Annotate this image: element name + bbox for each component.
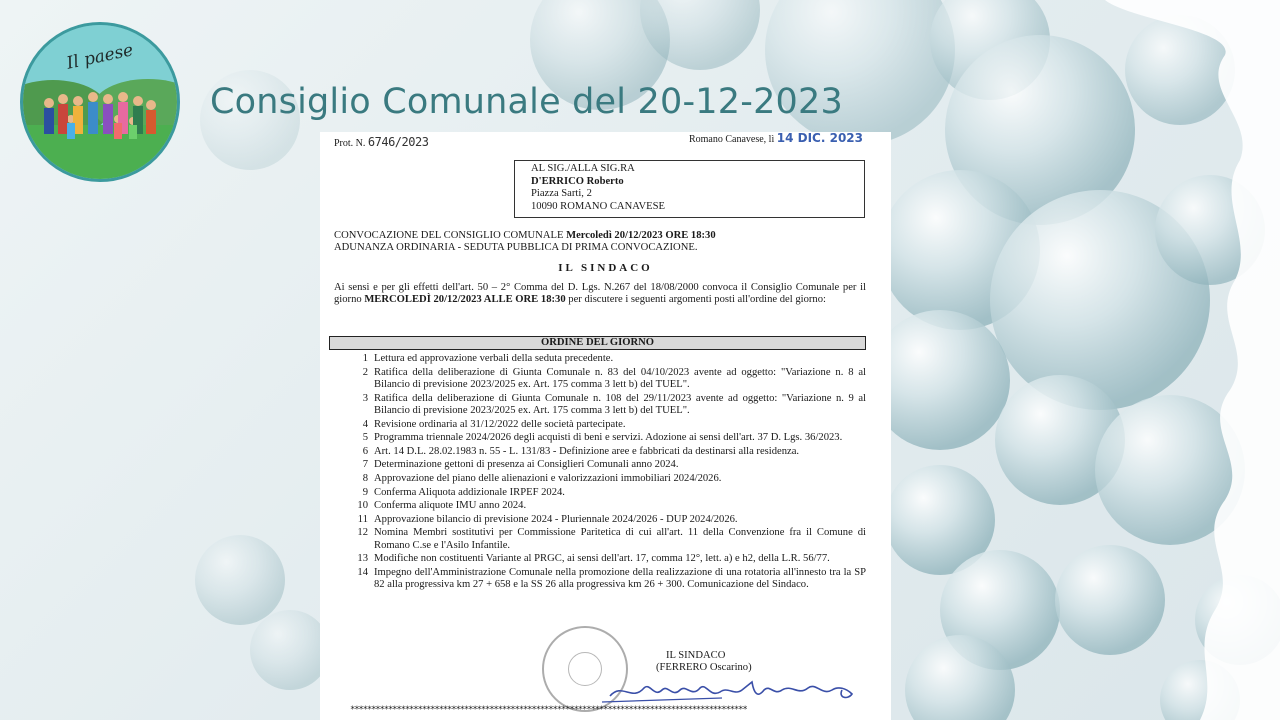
agenda-item-number: 8 <box>362 472 368 484</box>
date-stamp: 14 DIC. 2023 <box>776 132 863 145</box>
handwritten-signature-icon <box>602 672 862 706</box>
agenda-item-text: Approvazione del piano delle alienazioni e valorizzazioni immobiliari 2024/2026. <box>374 472 722 484</box>
seal-crest-icon <box>568 652 602 686</box>
agenda-item-text: Determinazione gettoni di presenza ai Consiglieri Comunali anno 2024. <box>374 459 679 471</box>
agenda-item-number: 4 <box>362 418 368 430</box>
agenda-item <box>334 367 866 392</box>
addressee-street: Piazza Sarti, 2 <box>531 188 592 200</box>
agenda-item-text: Impegno dell'Amministrazione Comunale nella promozione della realizzazione di una rotatoria all'innesto tra la SP 82 alla progressiva km 27 + 658 e la SS 26 alla progressiva km 26 + 300. Comunicazione del Sindaco. <box>374 566 866 591</box>
agenda-item-text: Conferma Aliquota addizionale IRPEF 2024. <box>374 486 565 498</box>
agenda-item <box>334 553 866 565</box>
addressee-name: D'ERRICO Roberto <box>531 175 624 187</box>
addressee-box <box>514 160 865 218</box>
agenda-item-number: 7 <box>362 459 368 471</box>
agenda-item-number: 2 <box>362 366 368 378</box>
protocol-number <box>334 136 428 150</box>
footer-separator: ********************************************************************************************** <box>350 705 747 715</box>
agenda-item <box>334 459 866 471</box>
agenda-item <box>334 353 866 365</box>
agenda-item-number: 5 <box>362 432 368 444</box>
agenda-item-text: Art. 14 D.L. 28.02.1983 n. 55 - L. 131/83 - Definizione aree e fabbricati da destinarsi alla residenza. <box>374 445 800 457</box>
agenda-item-number: 10 <box>357 500 368 512</box>
intro-paragraph <box>334 282 866 307</box>
agenda-item-number: 14 <box>357 566 368 578</box>
agenda-item <box>334 500 866 512</box>
agenda-item <box>334 514 866 526</box>
agenda-item-text: Ratifica della deliberazione di Giunta Comunale n. 83 del 04/10/2023 avente ad oggetto: "Variazione n. 8 al Bilancio di previsione 2023/2025 ex. Art. 175 comma 3 lett b) del TUEL". <box>374 366 866 390</box>
logo-il-paese <box>20 22 180 182</box>
prot-label: Prot. N. <box>334 138 366 149</box>
agenda-item <box>334 473 866 485</box>
agenda-item-text: Programma triennale 2024/2026 degli acquisti di beni e servizi. Adozione ai sensi dell'art. 37 D. Lgs. 36/2023. <box>374 432 843 444</box>
agenda-item-number: 9 <box>362 486 368 498</box>
agenda-item-text: Revisione ordinaria al 31/12/2022 delle società partecipate. <box>374 418 626 430</box>
signer-name: (FERRERO Oscarino) <box>656 662 752 674</box>
agenda-item <box>334 487 866 499</box>
addressee-line1: AL SIG./ALLA SIG.RA <box>531 163 635 174</box>
agenda-item-number: 12 <box>357 527 368 539</box>
place-and-date <box>689 132 863 146</box>
convocation-line1 <box>334 230 874 242</box>
agenda-item <box>334 419 866 431</box>
agenda-item-number: 1 <box>362 353 368 364</box>
addressee-city: 10090 ROMANO CANAVESE <box>531 200 666 212</box>
agenda-item-text: Nomina Membri sostitutivi per Commissione Paritetica di cui all'art. 11 della Convenzione fra il Comune di Romano C.se e l'Asilo Infantile. <box>374 527 866 551</box>
agenda-item-text: Lettura ed approvazione verbali della seduta precedente. <box>374 353 614 364</box>
agenda-list <box>334 353 866 593</box>
agenda-item <box>334 446 866 458</box>
convocation-header <box>334 230 874 255</box>
agenda-item-number: 13 <box>357 553 368 565</box>
agenda-item <box>334 567 866 592</box>
sindaco-heading: IL SINDACO <box>558 262 653 274</box>
agenda-item-text: Ratifica della deliberazione di Giunta Comunale n. 108 del 29/11/2023 avente ad oggetto: "Variazione n. 9 al Bilancio di previsione 2023/2025 ex. Art. 175 comma 3 lett b) del TUEL". <box>374 392 866 416</box>
convocation-prefix: CONVOCAZIONE DEL CONSIGLIO COMUNALE <box>334 230 567 241</box>
prot-number-handwritten: 6746/2023 <box>367 135 429 149</box>
intro-bold-date: MERCOLEDÌ 20/12/2023 ALLE ORE 18:30 <box>364 294 566 306</box>
scanned-document <box>320 132 891 720</box>
convocation-line2: ADUNANZA ORDINARIA - SEDUTA PUBBLICA DI PRIMA CONVOCAZIONE. <box>334 242 698 254</box>
agenda-item <box>334 393 866 418</box>
agenda-item-text: Modifiche non costituenti Variante al PRGC, ai sensi dell'art. 17, comma 12°, lett. a) e h2, della L.R. 56/77. <box>374 553 830 565</box>
agenda-title: ORDINE DEL GIORNO <box>329 336 866 350</box>
signer-title: IL SINDACO <box>666 650 726 661</box>
slide-title: Consiglio Comunale del 20-12-2023 <box>210 82 843 122</box>
agenda-item-number: 3 <box>362 392 368 404</box>
agenda-item-number: 11 <box>357 513 368 525</box>
agenda-item-number: 6 <box>362 445 368 457</box>
convocation-datetime: Mercoledì 20/12/2023 ORE 18:30 <box>566 230 716 241</box>
agenda-item-text: Conferma aliquote IMU anno 2024. <box>374 500 527 512</box>
intro-part1: Ai sensi e per gli effetti dell'art. 50 – 2° Comma del D. Lgs. N.267 del 18/08/2000 convoca il Consiglio Comunale per il giorno <box>334 282 866 306</box>
intro-part2: per discutere i seguenti argomenti posti all'ordine del giorno: <box>565 294 826 306</box>
place-label: Romano Canavese, lì <box>688 134 775 145</box>
agenda-item <box>334 432 866 444</box>
logo-text: Il paese <box>64 40 136 74</box>
agenda-item <box>334 527 866 552</box>
agenda-item-text: Approvazione bilancio di previsione 2024 - Pluriennale 2024/2026 - DUP 2024/2026. <box>374 513 738 525</box>
